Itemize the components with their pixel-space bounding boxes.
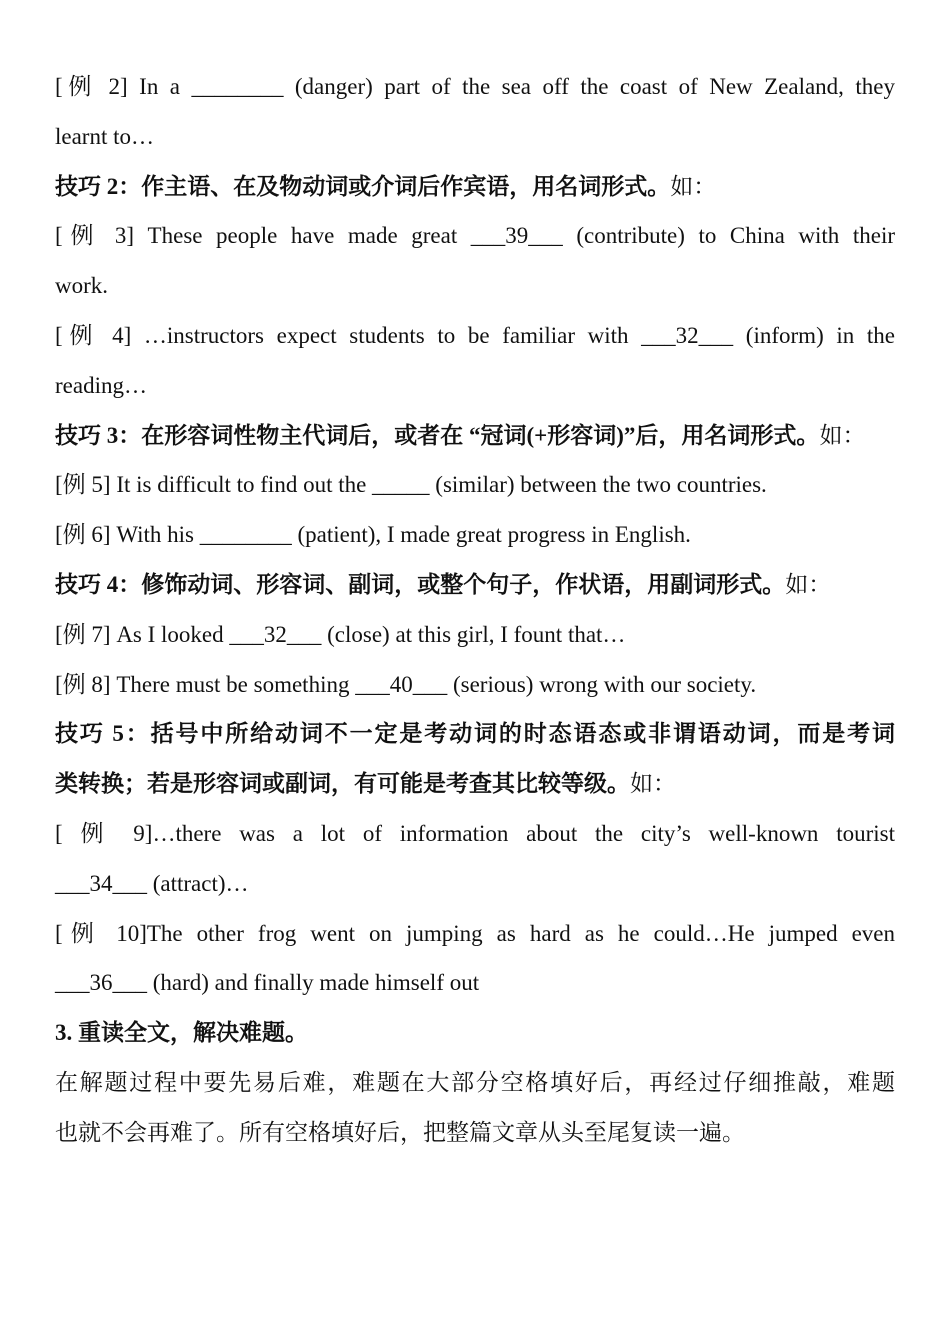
text-line: [55, 460, 895, 510]
text-line: [55, 610, 895, 660]
line-text: [例 8] There must be something ___40___ (serious) wrong with our society.: [55, 671, 757, 697]
text-line: [55, 1008, 895, 1058]
text-line: [55, 62, 895, 112]
line-text: learnt to…: [55, 123, 154, 149]
text-line: [55, 560, 895, 610]
text-line: [55, 311, 895, 361]
text-line: [55, 958, 895, 1008]
bold-heading: 技巧 2：作主语、在及物动词或介词后作宾语，用名词形式。: [55, 173, 671, 199]
bold-heading: 技巧 5：括号中所给动词不一定是考动词的时态语态或非谓语动词，而是考词: [55, 721, 895, 747]
line-text: [例 5] It is difficult to find out the _____ (similar) between the two countries.: [55, 472, 767, 498]
line-text: ___36___ (hard) and finally made himself out: [55, 970, 480, 996]
line-tail: 如：: [670, 173, 717, 199]
text-line: [55, 859, 895, 909]
bold-heading: 技巧 3：在形容词性物主代词后，或者在 “冠词(+形容词)”后，用名词形式。: [55, 422, 820, 448]
text-line: [55, 162, 895, 212]
line-text: work.: [55, 273, 109, 299]
text-line: [55, 660, 895, 710]
line-tail: 如：: [785, 571, 832, 597]
line-text: [例 4] …instructors expect students to be familiar with ___32___ (inform) in the: [55, 322, 895, 348]
line-text: [例 7] As I looked ___32___ (close) at this girl, I fount that…: [55, 621, 626, 647]
line-text: 在解题过程中要先易后难，难题在大部分空格填好后，再经过仔细推敲，难题: [55, 1069, 895, 1095]
line-text: ___34___ (attract)…: [55, 870, 249, 896]
line-text: [ 例 9]…there was a lot of information about the city’s well-known tourist: [55, 820, 895, 846]
text-line: [55, 759, 895, 809]
text-line: [55, 709, 895, 759]
text-line: [55, 909, 895, 959]
bold-heading: 技巧 4：修饰动词、形容词、副词，或整个句子，作状语，用副词形式。: [55, 571, 786, 597]
line-text: [例 6] With his ________ (patient), I made great progress in English.: [55, 522, 691, 548]
bold-heading: 3. 重读全文，解决难题。: [55, 1020, 308, 1046]
text-line: [55, 261, 895, 311]
text-line: [55, 411, 895, 461]
text-line: [55, 809, 895, 859]
line-text: 也就不会再难了。所有空格填好后，把整篇文章从头至尾复读一遍。: [55, 1119, 745, 1145]
text-line: [55, 510, 895, 560]
text-line: [55, 1058, 895, 1108]
bold-heading: 类转换；若是形容词或副词，有可能是考查其比较等级。: [55, 771, 630, 797]
line-text: reading…: [55, 372, 147, 398]
line-tail: 如：: [630, 771, 676, 797]
line-text: [例 2] In a ________ (danger) part of the sea off the coast of New Zealand, they: [55, 74, 895, 99]
text-line: [55, 1108, 895, 1158]
text-line: [55, 112, 895, 162]
line-text: [例 10]The other frog went on jumping as hard as he could…He jumped even: [55, 920, 895, 946]
text-line: [55, 361, 895, 411]
line-tail: 如：: [819, 422, 866, 448]
text-line: [55, 211, 895, 261]
line-text: [例 3] These people have made great ___39___ (contribute) to China with their: [55, 223, 895, 249]
